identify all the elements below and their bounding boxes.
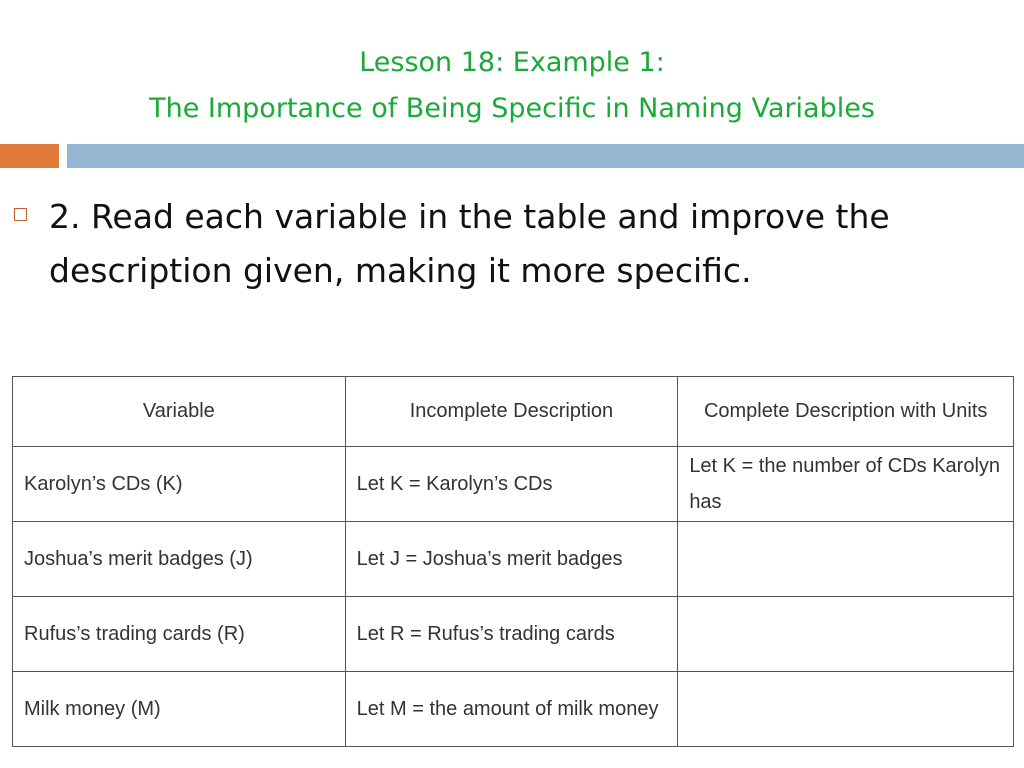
cell-complete-description[interactable] — [678, 672, 1014, 747]
variables-table — [12, 376, 1014, 747]
title-line-2: The Importance of Being Specific in Naming Variables — [149, 93, 875, 124]
square-bullet-icon — [14, 208, 27, 221]
cell-incomplete-description: Let M = the amount of milk money — [345, 672, 678, 747]
title-line-1: Lesson 18: Example 1: — [359, 47, 665, 78]
bullet-text: 2. Read each variable in the table and improve the description given, making it more specific. — [49, 197, 890, 290]
title-divider — [0, 144, 1024, 168]
divider-blue-bar — [67, 144, 1024, 168]
cell-variable: Rufus’s trading cards (R) — [13, 597, 346, 672]
header-incomplete-description: Incomplete Description — [345, 377, 678, 447]
slide-title — [0, 40, 1024, 132]
cell-incomplete-description: Let J = Joshua’s merit badges — [345, 522, 678, 597]
header-complete-description: Complete Description with Units — [678, 377, 1014, 447]
cell-complete-description: Let K = the number of CDs Karolyn has — [678, 447, 1014, 522]
table-row — [13, 522, 1014, 597]
cell-complete-description[interactable] — [678, 522, 1014, 597]
cell-variable: Joshua’s merit badges (J) — [13, 522, 346, 597]
table-row — [13, 672, 1014, 747]
cell-complete-description[interactable] — [678, 597, 1014, 672]
table-row — [13, 447, 1014, 522]
table-header-row — [13, 377, 1014, 447]
cell-variable: Karolyn’s CDs (K) — [13, 447, 346, 522]
cell-incomplete-description: Let K = Karolyn’s CDs — [345, 447, 678, 522]
divider-orange-block — [0, 144, 59, 168]
cell-incomplete-description: Let R = Rufus’s trading cards — [345, 597, 678, 672]
bullet-item — [14, 190, 1004, 298]
table-row — [13, 597, 1014, 672]
cell-variable: Milk money (M) — [13, 672, 346, 747]
header-variable: Variable — [13, 377, 346, 447]
